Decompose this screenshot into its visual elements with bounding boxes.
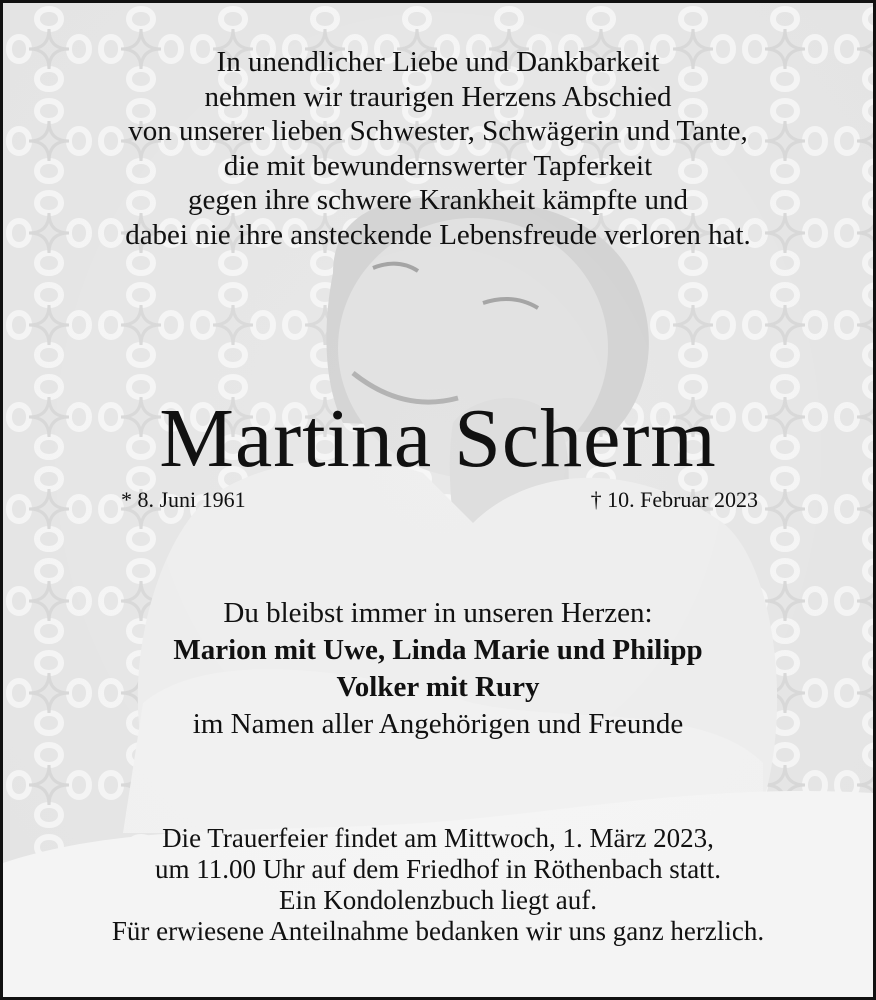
family-names: Marion mit Uwe, Linda Marie und Philipp <box>173 634 703 666</box>
family-names: Volker mit Rury <box>336 671 540 703</box>
closing-line: Du bleibst immer in unseren Herzen: <box>223 597 653 629</box>
service-info <box>3 823 873 947</box>
intro-line: In unendlicher Liebe und Dankbarkeit <box>216 46 660 78</box>
service-line: Für erwiesene Anteilnahme bedanken wir uns ganz herzlich. <box>111 916 765 946</box>
closing-text <box>3 595 873 743</box>
intro-line: die mit bewundernswerter Tapferkeit <box>223 149 653 182</box>
birth-date: * 8. Juni 1961 <box>121 487 246 512</box>
intro-line: dabei nie ihre ansteckende Lebensfreude verloren hat. <box>125 218 751 251</box>
service-line: Die Trauerfeier findet am Mittwoch, 1. März 2023, <box>162 823 714 853</box>
intro-line: gegen ihre schwere Krankheit kämpfte und <box>187 184 689 216</box>
service-line: Ein Kondolenzbuch liegt auf. <box>279 885 597 915</box>
service-line: um 11.00 Uhr auf dem Friedhof in Röthenbach statt. <box>155 854 721 884</box>
deceased-name: Martina Scherm <box>159 392 717 485</box>
intro-text <box>3 45 873 252</box>
death-date: † 10. Februar 2023 <box>590 487 758 512</box>
intro-line: von unserer lieben Schwester, Schwägerin und Tante, <box>128 115 748 147</box>
intro-line: nehmen wir traurigen Herzens Abschied <box>204 80 672 113</box>
closing-line: im Namen aller Angehörigen und Freunde <box>192 708 684 740</box>
